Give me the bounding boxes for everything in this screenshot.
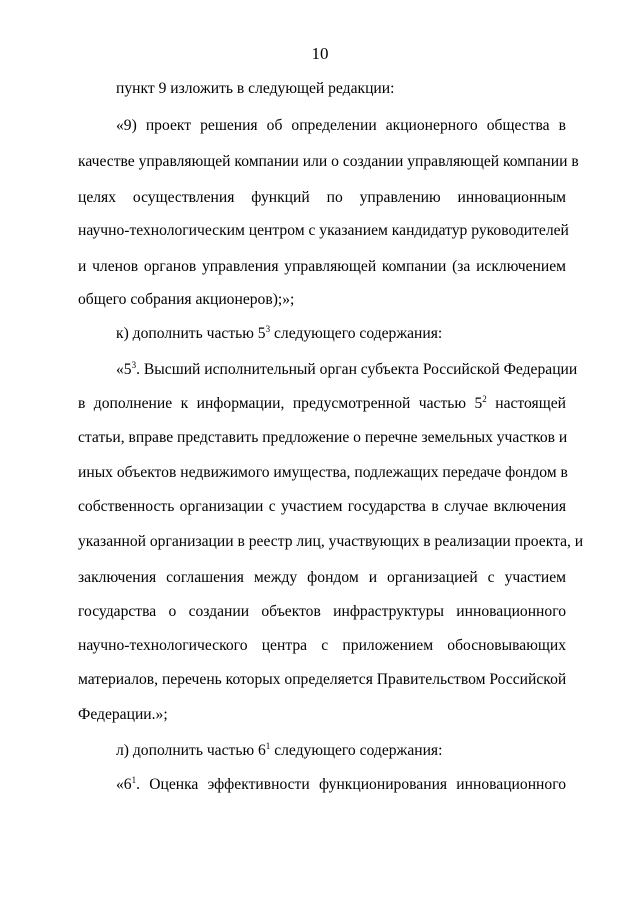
text-line: и членов органов управления управляющей компании (за исключением — [78, 258, 566, 275]
superscript: 3 — [131, 360, 137, 370]
text-line: качестве управляющей компании или о создании управляющей компании в — [78, 153, 579, 170]
text-line: в дополнение к информации, предусмотренной частью $5^2$ настоящей — [78, 394, 566, 412]
text-line: иных объектов недвижимого имущества, подлежащих передаче фондом в — [78, 464, 568, 481]
text-line: указанной организации в реестр лиц, участвующих в реализации проекта, и — [78, 533, 584, 550]
text-line: научно-технологического центра с приложением обосновывающих — [78, 637, 566, 654]
text-line: общего собрания акционеров);»; — [78, 291, 295, 308]
text-line: Федерации.»; — [78, 706, 168, 723]
text-line: пункт 9 изложить в следующей редакции: — [116, 80, 395, 97]
text-line: статьи, вправе представить предложение о перечне земельных участков и — [78, 429, 568, 446]
page-number: 10 — [311, 44, 329, 63]
text-line: «9) проект решения об определении акционерного общества в — [116, 117, 566, 134]
text-line: материалов, перечень которых определяется Правительством Российской — [78, 671, 567, 688]
superscript: 3 — [265, 324, 271, 334]
superscript: 1 — [131, 775, 137, 785]
text-line: «$6^1$. Оценка эффективности функционирования инновационного — [116, 775, 566, 793]
text-line: целях осуществления функций по управлению инновационным — [78, 189, 566, 206]
text-line: заключения соглашения между фондом и организацией с участием — [78, 569, 566, 586]
superscript: 1 — [265, 741, 271, 751]
text-line: государства о создании объектов инфраструктуры инновационного — [78, 603, 566, 620]
text-line: «$5^3$. Высший исполнительный орган субъекта Российской Федерации — [116, 360, 578, 378]
text-line: л) дополнить частью $6^1$ следующего содержания: — [116, 741, 443, 759]
superscript: 2 — [482, 394, 487, 404]
text-line: собственность организации с участием государства в случае включения — [78, 498, 566, 515]
text-line: научно-технологическим центром с указанием кандидатур руководителей — [78, 222, 569, 239]
text-line: к) дополнить частью $5^3$ следующего содержания: — [116, 324, 443, 342]
